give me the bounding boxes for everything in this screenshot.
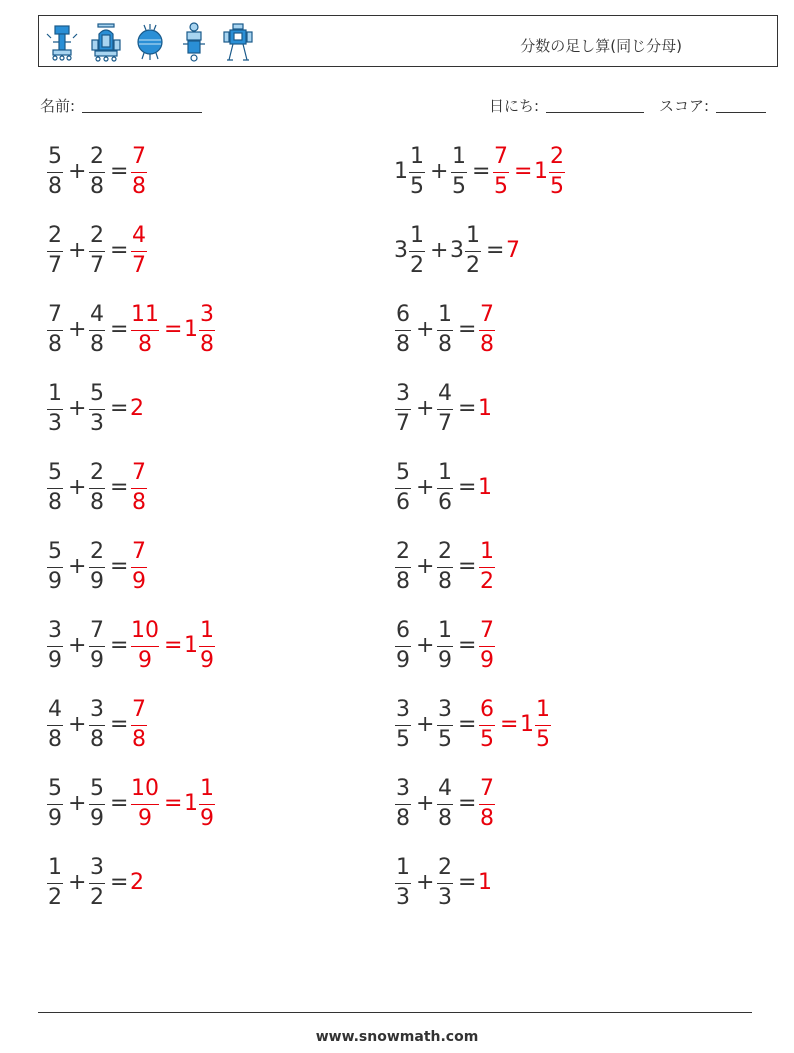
problem-item: [394, 854, 724, 914]
numerator: 7: [132, 697, 146, 722]
problem-item: [46, 617, 376, 677]
numerator: 7: [494, 144, 508, 169]
denominator: 8: [396, 806, 410, 831]
numerator: 7: [132, 460, 146, 485]
problem-item: [394, 459, 724, 519]
numerator: 2: [90, 460, 104, 485]
denominator: 8: [48, 727, 62, 752]
equals-sign: =: [110, 396, 129, 421]
whole-part: 3: [394, 238, 408, 263]
plus-sign: +: [68, 475, 87, 500]
numerator: 3: [200, 302, 214, 327]
denominator: 7: [396, 411, 410, 436]
numerator: 1: [466, 223, 480, 248]
problem-item: [46, 538, 376, 598]
denominator: 9: [200, 806, 214, 831]
numerator: 7: [48, 302, 62, 327]
denominator: 9: [48, 648, 62, 673]
problem-item: [46, 696, 376, 756]
numerator: 2: [550, 144, 564, 169]
numerator: 1: [48, 381, 62, 406]
problem-item: [394, 538, 724, 598]
equals-sign: =: [458, 870, 477, 895]
equals-sign: =: [110, 633, 129, 658]
numerator: 4: [132, 223, 146, 248]
answer-whole: 1: [520, 712, 534, 737]
denominator: 5: [550, 174, 564, 199]
numerator: 3: [90, 855, 104, 880]
denominator: 8: [48, 174, 62, 199]
numerator: 2: [90, 539, 104, 564]
denominator: 8: [48, 332, 62, 357]
denominator: 9: [90, 806, 104, 831]
numerator: 1: [410, 144, 424, 169]
numerator: 1: [438, 460, 452, 485]
denominator: 9: [480, 648, 494, 673]
numerator: 1: [396, 855, 410, 880]
equals-sign: =: [472, 159, 491, 184]
plus-sign: +: [430, 159, 449, 184]
plus-sign: +: [430, 238, 449, 263]
problem-item: [46, 222, 376, 282]
denominator: 9: [138, 648, 152, 673]
numerator: 11: [131, 302, 159, 327]
denominator: 9: [132, 569, 146, 594]
equals-sign: =: [164, 791, 183, 816]
answer-whole: 1: [478, 475, 492, 500]
answer-whole: 1: [478, 396, 492, 421]
denominator: 6: [396, 490, 410, 515]
numerator: 6: [396, 302, 410, 327]
name-label: 名前:: [40, 97, 76, 115]
problem-item: [46, 459, 376, 519]
robot-icons: [43, 20, 257, 64]
numerator: 3: [396, 381, 410, 406]
denominator: 8: [396, 569, 410, 594]
denominator: 5: [396, 727, 410, 752]
denominator: 8: [132, 490, 146, 515]
equals-sign: =: [164, 317, 183, 342]
numerator: 2: [48, 223, 62, 248]
denominator: 5: [438, 727, 452, 752]
name-blank[interactable]: [82, 97, 202, 113]
numerator: 1: [452, 144, 466, 169]
equals-sign: =: [164, 633, 183, 658]
numerator: 4: [90, 302, 104, 327]
plus-sign: +: [68, 317, 87, 342]
denominator: 8: [90, 490, 104, 515]
problem-item: [394, 301, 724, 361]
answer-whole: 1: [184, 791, 198, 816]
equals-sign: =: [458, 475, 477, 500]
numerator: 1: [480, 539, 494, 564]
numerator: 5: [48, 539, 62, 564]
numerator: 5: [396, 460, 410, 485]
numerator: 2: [438, 539, 452, 564]
denominator: 5: [480, 727, 494, 752]
whole-part: 1: [394, 159, 408, 184]
numerator: 3: [438, 697, 452, 722]
equals-sign: =: [514, 159, 533, 184]
equals-sign: =: [110, 791, 129, 816]
numerator: 6: [480, 697, 494, 722]
equals-sign: =: [110, 475, 129, 500]
denominator: 9: [90, 569, 104, 594]
numerator: 7: [132, 539, 146, 564]
numerator: 2: [90, 223, 104, 248]
numerator: 7: [480, 618, 494, 643]
denominator: 8: [200, 332, 214, 357]
denominator: 9: [48, 806, 62, 831]
robot-icon-3: [131, 20, 169, 64]
numerator: 10: [131, 618, 159, 643]
numerator: 1: [438, 618, 452, 643]
date-field: [489, 95, 644, 116]
score-blank[interactable]: [716, 97, 766, 113]
answer-whole: 1: [534, 159, 548, 184]
equals-sign: =: [110, 317, 129, 342]
numerator: 5: [48, 460, 62, 485]
plus-sign: +: [68, 712, 87, 737]
numerator: 3: [90, 697, 104, 722]
plus-sign: +: [416, 791, 435, 816]
plus-sign: +: [68, 396, 87, 421]
numerator: 7: [90, 618, 104, 643]
equals-sign: =: [458, 396, 477, 421]
plus-sign: +: [68, 633, 87, 658]
numerator: 1: [410, 223, 424, 248]
equals-sign: =: [110, 712, 129, 737]
date-blank[interactable]: [546, 97, 644, 113]
problem-item: [394, 696, 724, 756]
numerator: 4: [438, 381, 452, 406]
numerator: 1: [200, 618, 214, 643]
plus-sign: +: [416, 396, 435, 421]
plus-sign: +: [68, 791, 87, 816]
plus-sign: +: [416, 317, 435, 342]
date-label: 日にち:: [489, 97, 540, 115]
plus-sign: +: [416, 712, 435, 737]
denominator: 9: [396, 648, 410, 673]
denominator: 9: [90, 648, 104, 673]
equals-sign: =: [110, 554, 129, 579]
robot-icon-5: [219, 20, 257, 64]
problem-item: [46, 380, 376, 440]
plus-sign: +: [68, 238, 87, 263]
robot-icon-1: [43, 20, 81, 64]
worksheet-header: [38, 15, 778, 67]
denominator: 7: [90, 253, 104, 278]
numerator: 5: [90, 776, 104, 801]
problem-item: [394, 617, 724, 677]
denominator: 8: [480, 332, 494, 357]
footer-divider: [38, 1012, 752, 1013]
denominator: 8: [138, 332, 152, 357]
equals-sign: =: [110, 870, 129, 895]
denominator: 7: [48, 253, 62, 278]
numerator: 1: [48, 855, 62, 880]
numerator: 10: [131, 776, 159, 801]
plus-sign: +: [68, 554, 87, 579]
problem-item: [46, 775, 376, 835]
denominator: 3: [396, 885, 410, 910]
numerator: 7: [480, 302, 494, 327]
problem-item: [394, 775, 724, 835]
problem-item: [394, 380, 724, 440]
worksheet-title: 分数の足し算(同じ分母): [520, 37, 682, 55]
denominator: 2: [410, 253, 424, 278]
denominator: 8: [132, 174, 146, 199]
numerator: 3: [396, 697, 410, 722]
denominator: 3: [438, 885, 452, 910]
equals-sign: =: [458, 633, 477, 658]
denominator: 9: [48, 569, 62, 594]
plus-sign: +: [416, 633, 435, 658]
plus-sign: +: [68, 159, 87, 184]
equals-sign: =: [458, 791, 477, 816]
numerator: 4: [48, 697, 62, 722]
answer-whole: 2: [130, 396, 144, 421]
denominator: 6: [438, 490, 452, 515]
denominator: 5: [452, 174, 466, 199]
plus-sign: +: [416, 870, 435, 895]
numerator: 4: [438, 776, 452, 801]
denominator: 2: [466, 253, 480, 278]
numerator: 1: [438, 302, 452, 327]
problem-item: [394, 222, 724, 282]
name-field: [40, 95, 202, 116]
numerator: 1: [200, 776, 214, 801]
denominator: 8: [438, 806, 452, 831]
equals-sign: =: [486, 238, 505, 263]
numerator: 5: [48, 776, 62, 801]
denominator: 9: [200, 648, 214, 673]
equals-sign: =: [458, 317, 477, 342]
numerator: 2: [90, 144, 104, 169]
denominator: 2: [480, 569, 494, 594]
denominator: 8: [90, 174, 104, 199]
denominator: 2: [48, 885, 62, 910]
whole-part: 3: [450, 238, 464, 263]
answer-whole: 1: [478, 870, 492, 895]
denominator: 8: [132, 727, 146, 752]
denominator: 3: [90, 411, 104, 436]
answer-whole: 1: [184, 633, 198, 658]
numerator: 5: [48, 144, 62, 169]
numerator: 2: [396, 539, 410, 564]
numerator: 3: [48, 618, 62, 643]
denominator: 9: [438, 648, 452, 673]
footer-url: www.snowmath.com: [315, 1029, 479, 1045]
denominator: 3: [48, 411, 62, 436]
numerator: 7: [132, 144, 146, 169]
answer-whole: 1: [184, 317, 198, 342]
answer-whole: 7: [506, 238, 520, 263]
numerator: 3: [396, 776, 410, 801]
denominator: 8: [90, 332, 104, 357]
plus-sign: +: [416, 554, 435, 579]
numerator: 1: [536, 697, 550, 722]
denominator: 8: [396, 332, 410, 357]
equals-sign: =: [458, 712, 477, 737]
answer-whole: 2: [130, 870, 144, 895]
denominator: 5: [494, 174, 508, 199]
numerator: 6: [396, 618, 410, 643]
score-field: [659, 95, 766, 116]
denominator: 9: [138, 806, 152, 831]
problem-item: [46, 143, 376, 203]
numerator: 7: [480, 776, 494, 801]
denominator: 5: [410, 174, 424, 199]
plus-sign: +: [416, 475, 435, 500]
numerator: 2: [438, 855, 452, 880]
denominator: 7: [438, 411, 452, 436]
problem-item: [46, 854, 376, 914]
equals-sign: =: [500, 712, 519, 737]
equals-sign: =: [458, 554, 477, 579]
problem-item: [46, 301, 376, 361]
denominator: 5: [536, 727, 550, 752]
denominator: 8: [438, 569, 452, 594]
equals-sign: =: [110, 159, 129, 184]
denominator: 8: [48, 490, 62, 515]
robot-icon-4: [175, 20, 213, 64]
numerator: 5: [90, 381, 104, 406]
problem-item: [394, 143, 724, 203]
denominator: 8: [480, 806, 494, 831]
score-label: スコア:: [659, 97, 710, 115]
plus-sign: +: [68, 870, 87, 895]
denominator: 7: [132, 253, 146, 278]
denominator: 8: [90, 727, 104, 752]
denominator: 2: [90, 885, 104, 910]
robot-icon-2: [87, 20, 125, 64]
denominator: 8: [438, 332, 452, 357]
equals-sign: =: [110, 238, 129, 263]
